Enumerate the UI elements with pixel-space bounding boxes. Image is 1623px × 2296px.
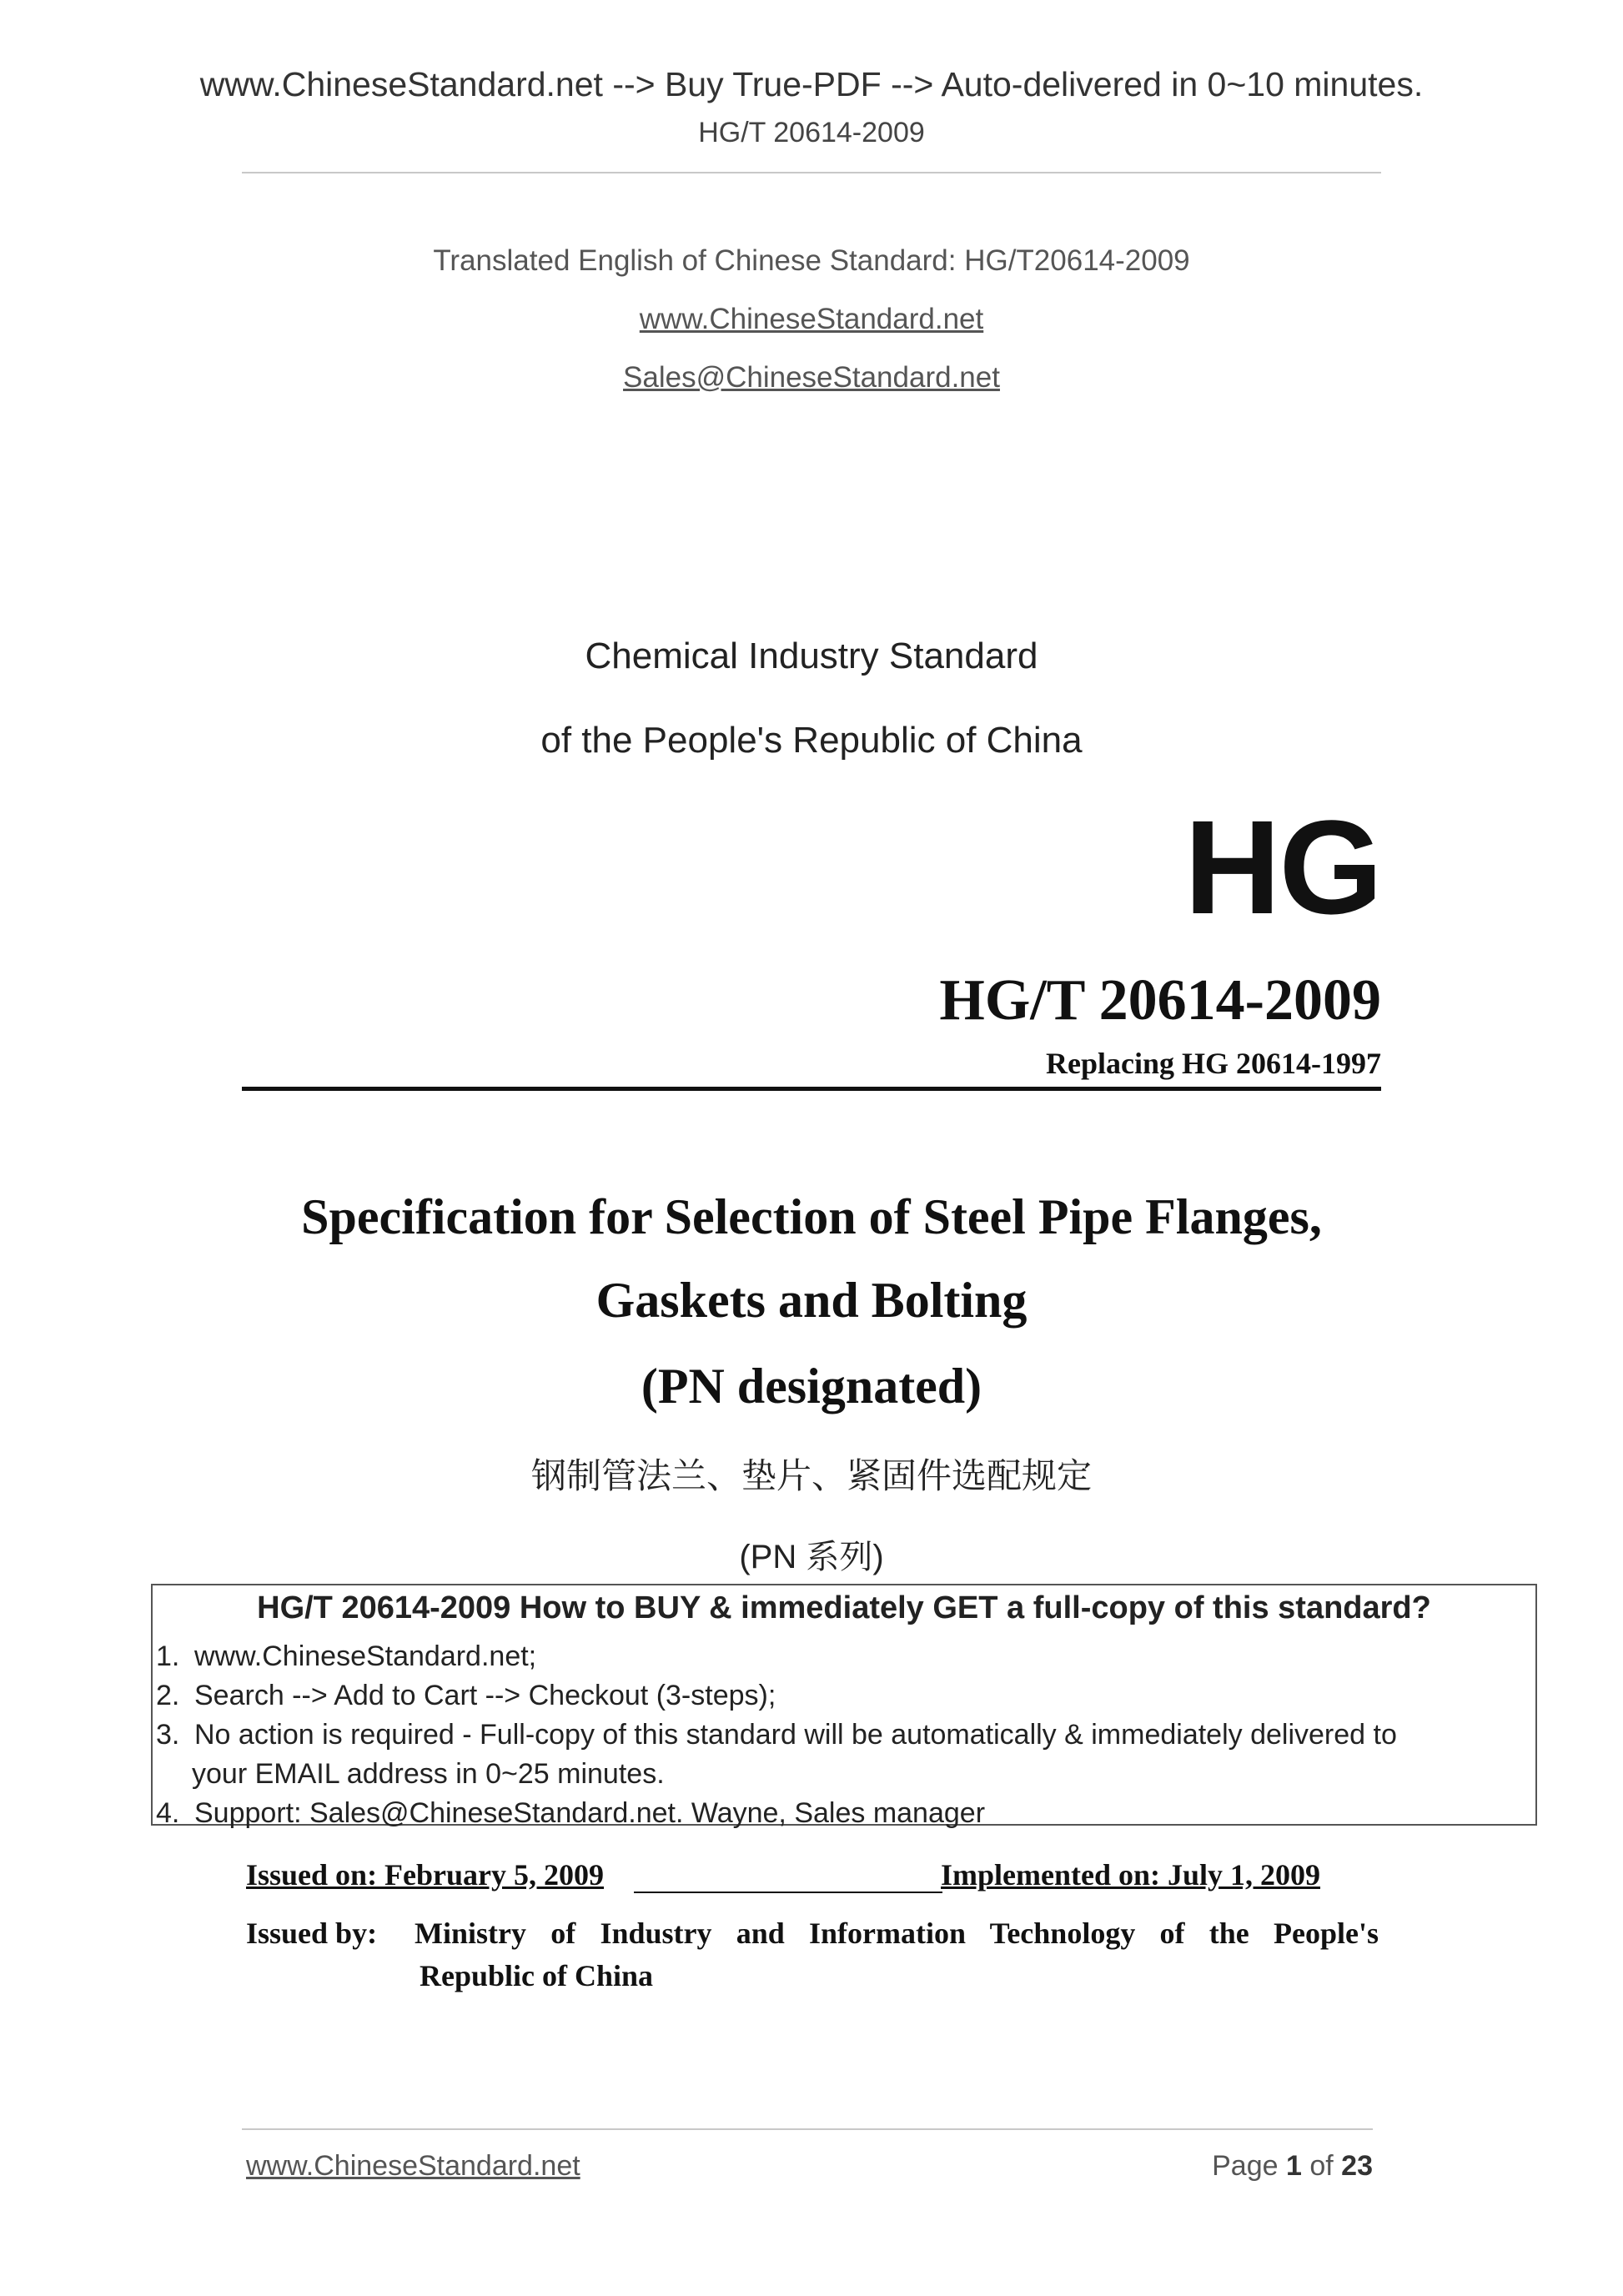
- org-line-2: of the People's Republic of China: [540, 720, 1083, 761]
- buy-step-number: 4.: [156, 1797, 180, 1829]
- email-link[interactable]: Sales@ChineseStandard.net: [623, 361, 1000, 394]
- buy-step-2: [156, 1680, 776, 1712]
- top-banner: www.ChineseStandard.net --> Buy True-PDF --> Auto-delivered in 0~10 minutes.: [199, 65, 1424, 103]
- translated-note: Translated English of Chinese Standard: HG/T20614-2009: [433, 244, 1190, 277]
- buy-step-text: Search --> Add to Cart --> Checkout (3-steps);: [194, 1680, 776, 1711]
- implemented-date: Implemented on: July 1, 2009: [941, 1858, 1321, 1892]
- buy-step-3: [156, 1719, 1397, 1751]
- footer-divider: [242, 2128, 1373, 2130]
- date-underline-spacer: [634, 1892, 942, 1893]
- issuer-line-1: Ministry of Industry and Information Technology of the People's: [415, 1917, 1379, 1950]
- header-divider: [242, 172, 1381, 173]
- buy-step-text[interactable]: Support: Sales@ChineseStandard.net. Wayne, Sales manager: [194, 1797, 986, 1829]
- footer-site-link[interactable]: www.ChineseStandard.net: [246, 2150, 580, 2182]
- issued-date: Issued on: February 5, 2009: [246, 1858, 605, 1892]
- issuer-label: Issued by:: [246, 1917, 378, 1950]
- site-link[interactable]: www.ChineseStandard.net: [639, 303, 984, 335]
- site-link-wrap: [0, 303, 1623, 336]
- buy-step-4: [156, 1797, 985, 1830]
- issuer-line-2: Republic of China: [420, 1959, 654, 1992]
- buy-step-1: [156, 1640, 536, 1673]
- chinese-title: 钢制管法兰、垫片、紧固件选配规定: [530, 1455, 1092, 1496]
- header-doc-code: HG/T 20614-2009: [698, 117, 925, 148]
- page-indicator: [1212, 2150, 1373, 2183]
- page-current: 1: [1285, 2150, 1302, 2182]
- replacing-note: Replacing HG 20614-1997: [1046, 1047, 1381, 1080]
- title-divider: [242, 1087, 1381, 1091]
- buy-step-3-continued: [192, 1758, 665, 1791]
- chinese-subtitle: (PN 系列): [739, 1539, 884, 1575]
- buy-step-number: 3.: [156, 1719, 180, 1751]
- page-of: of: [1309, 2150, 1334, 2182]
- buy-step-number: 1.: [156, 1640, 180, 1672]
- buy-box-heading: HG/T 20614-2009 How to BUY & immediately GET a full-copy of this standard?: [257, 1590, 1431, 1625]
- title-line-3: (PN designated): [641, 1359, 982, 1414]
- org-line-1: Chemical Industry Standard: [585, 636, 1038, 676]
- email-link-wrap: [0, 361, 1623, 394]
- hg-logo: HG: [1184, 792, 1381, 942]
- buy-step-number: 2.: [156, 1680, 180, 1711]
- page-total: 23: [1341, 2150, 1373, 2182]
- buy-step-text: your EMAIL address in 0~25 minutes.: [192, 1758, 665, 1790]
- page-label: Page: [1212, 2150, 1279, 2182]
- buy-step-text[interactable]: www.ChineseStandard.net;: [194, 1640, 537, 1672]
- buy-step-text: No action is required - Full-copy of this standard will be automatically & immediately delivered to: [194, 1719, 1397, 1751]
- standard-number: HG/T 20614-2009: [939, 968, 1381, 1032]
- title-line-1: Specification for Selection of Steel Pipe Flanges,: [301, 1189, 1322, 1244]
- title-line-2: Gaskets and Bolting: [595, 1273, 1028, 1328]
- buy-instructions-box: [151, 1584, 1537, 1829]
